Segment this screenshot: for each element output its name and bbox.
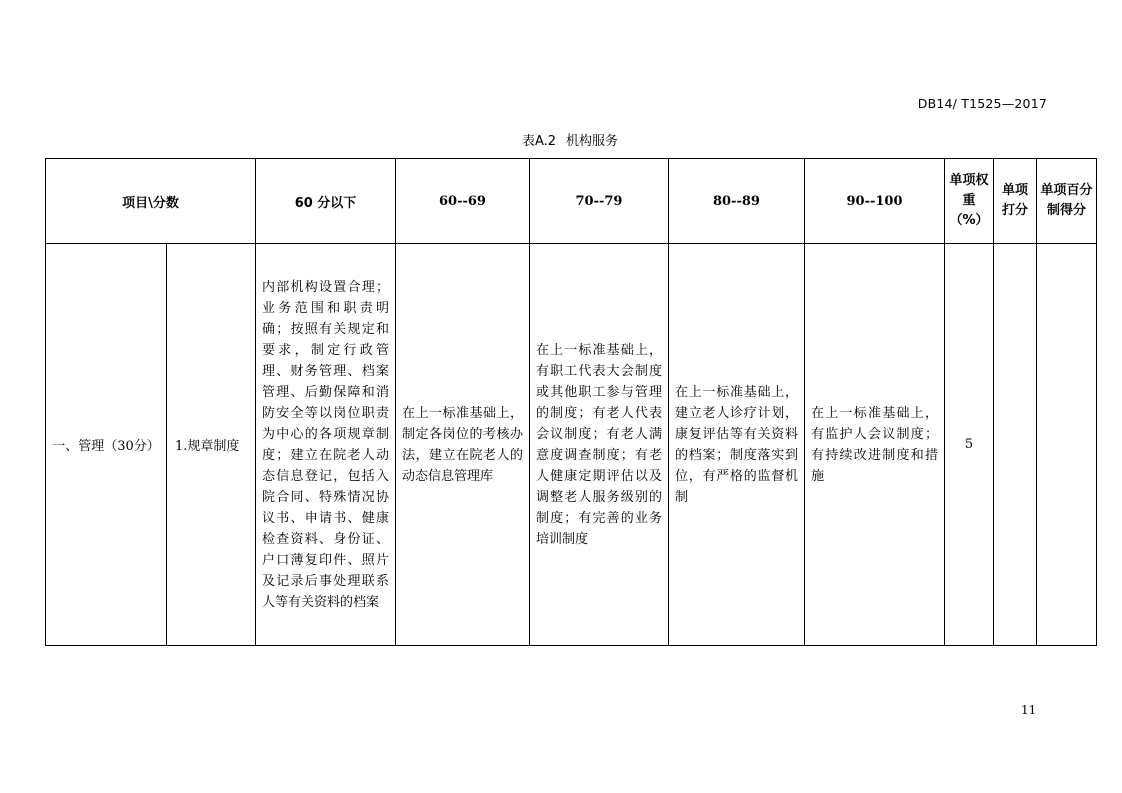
header-below-60: 60 分以下 (256, 159, 396, 244)
table-row (46, 244, 1097, 646)
header-60-69: 60--69 (396, 159, 530, 244)
row-below-60: 内部机构设置合理；业务范围和职责明确；按照有关规定和要求，制定行政管理、财务管理、档案管理、后勤保障和消防安全等以岗位职责为中心的各项规章制度；建立在院老人动态信息登记，包括入院合同、特殊情况协议书、申请书、健康检查资料、身份证、户口薄复印件、照片及记录后事处理联系人等有关资料的档案 (256, 244, 396, 646)
header-score: 单项打分 (994, 159, 1037, 244)
header-percent-score: 单项百分制得分 (1037, 159, 1097, 244)
table-title (0, 130, 1122, 149)
row-80-89: 在上一标准基础上，建立老人诊疗计划，康复评估等有关资料的档案；制度落实到位，有严格的监督机制 (669, 244, 805, 646)
row-score-cell[interactable] (994, 244, 1037, 646)
row-90-100: 在上一标准基础上，有监护人会议制度；有持续改进制度和措施 (805, 244, 945, 646)
row-weight: 5 (945, 244, 994, 646)
header-item: 项目\分数 (46, 159, 256, 244)
document-code: DB14/ T1525—2017 (917, 96, 1047, 111)
header-90-100: 90--100 (805, 159, 945, 244)
header-70-79: 70--79 (530, 159, 669, 244)
row-60-69: 在上一标准基础上，制定各岗位的考核办法，建立在院老人的动态信息管理库 (396, 244, 530, 646)
table-title-name: 机构服务 (566, 134, 619, 149)
row-70-79: 在上一标准基础上，有职工代表大会制度或其他职工参与管理的制度；有老人代表会议制度；有老人满意度调查制度；有老人健康定期评估以及调整老人服务级别的制度；有完善的业务培训制度 (530, 244, 669, 646)
table-title-label: 表A.2 (521, 134, 557, 149)
page-number: 11 (1021, 703, 1037, 717)
evaluation-table (45, 158, 1097, 646)
header-80-89: 80--89 (669, 159, 805, 244)
row-percent-score-cell[interactable] (1037, 244, 1097, 646)
row-subitem: 1.规章制度 (167, 244, 256, 646)
row-category: 一、管理（30分） (46, 244, 167, 646)
table-header-row (46, 159, 1097, 244)
header-weight: 单项权重（%） (945, 159, 994, 244)
